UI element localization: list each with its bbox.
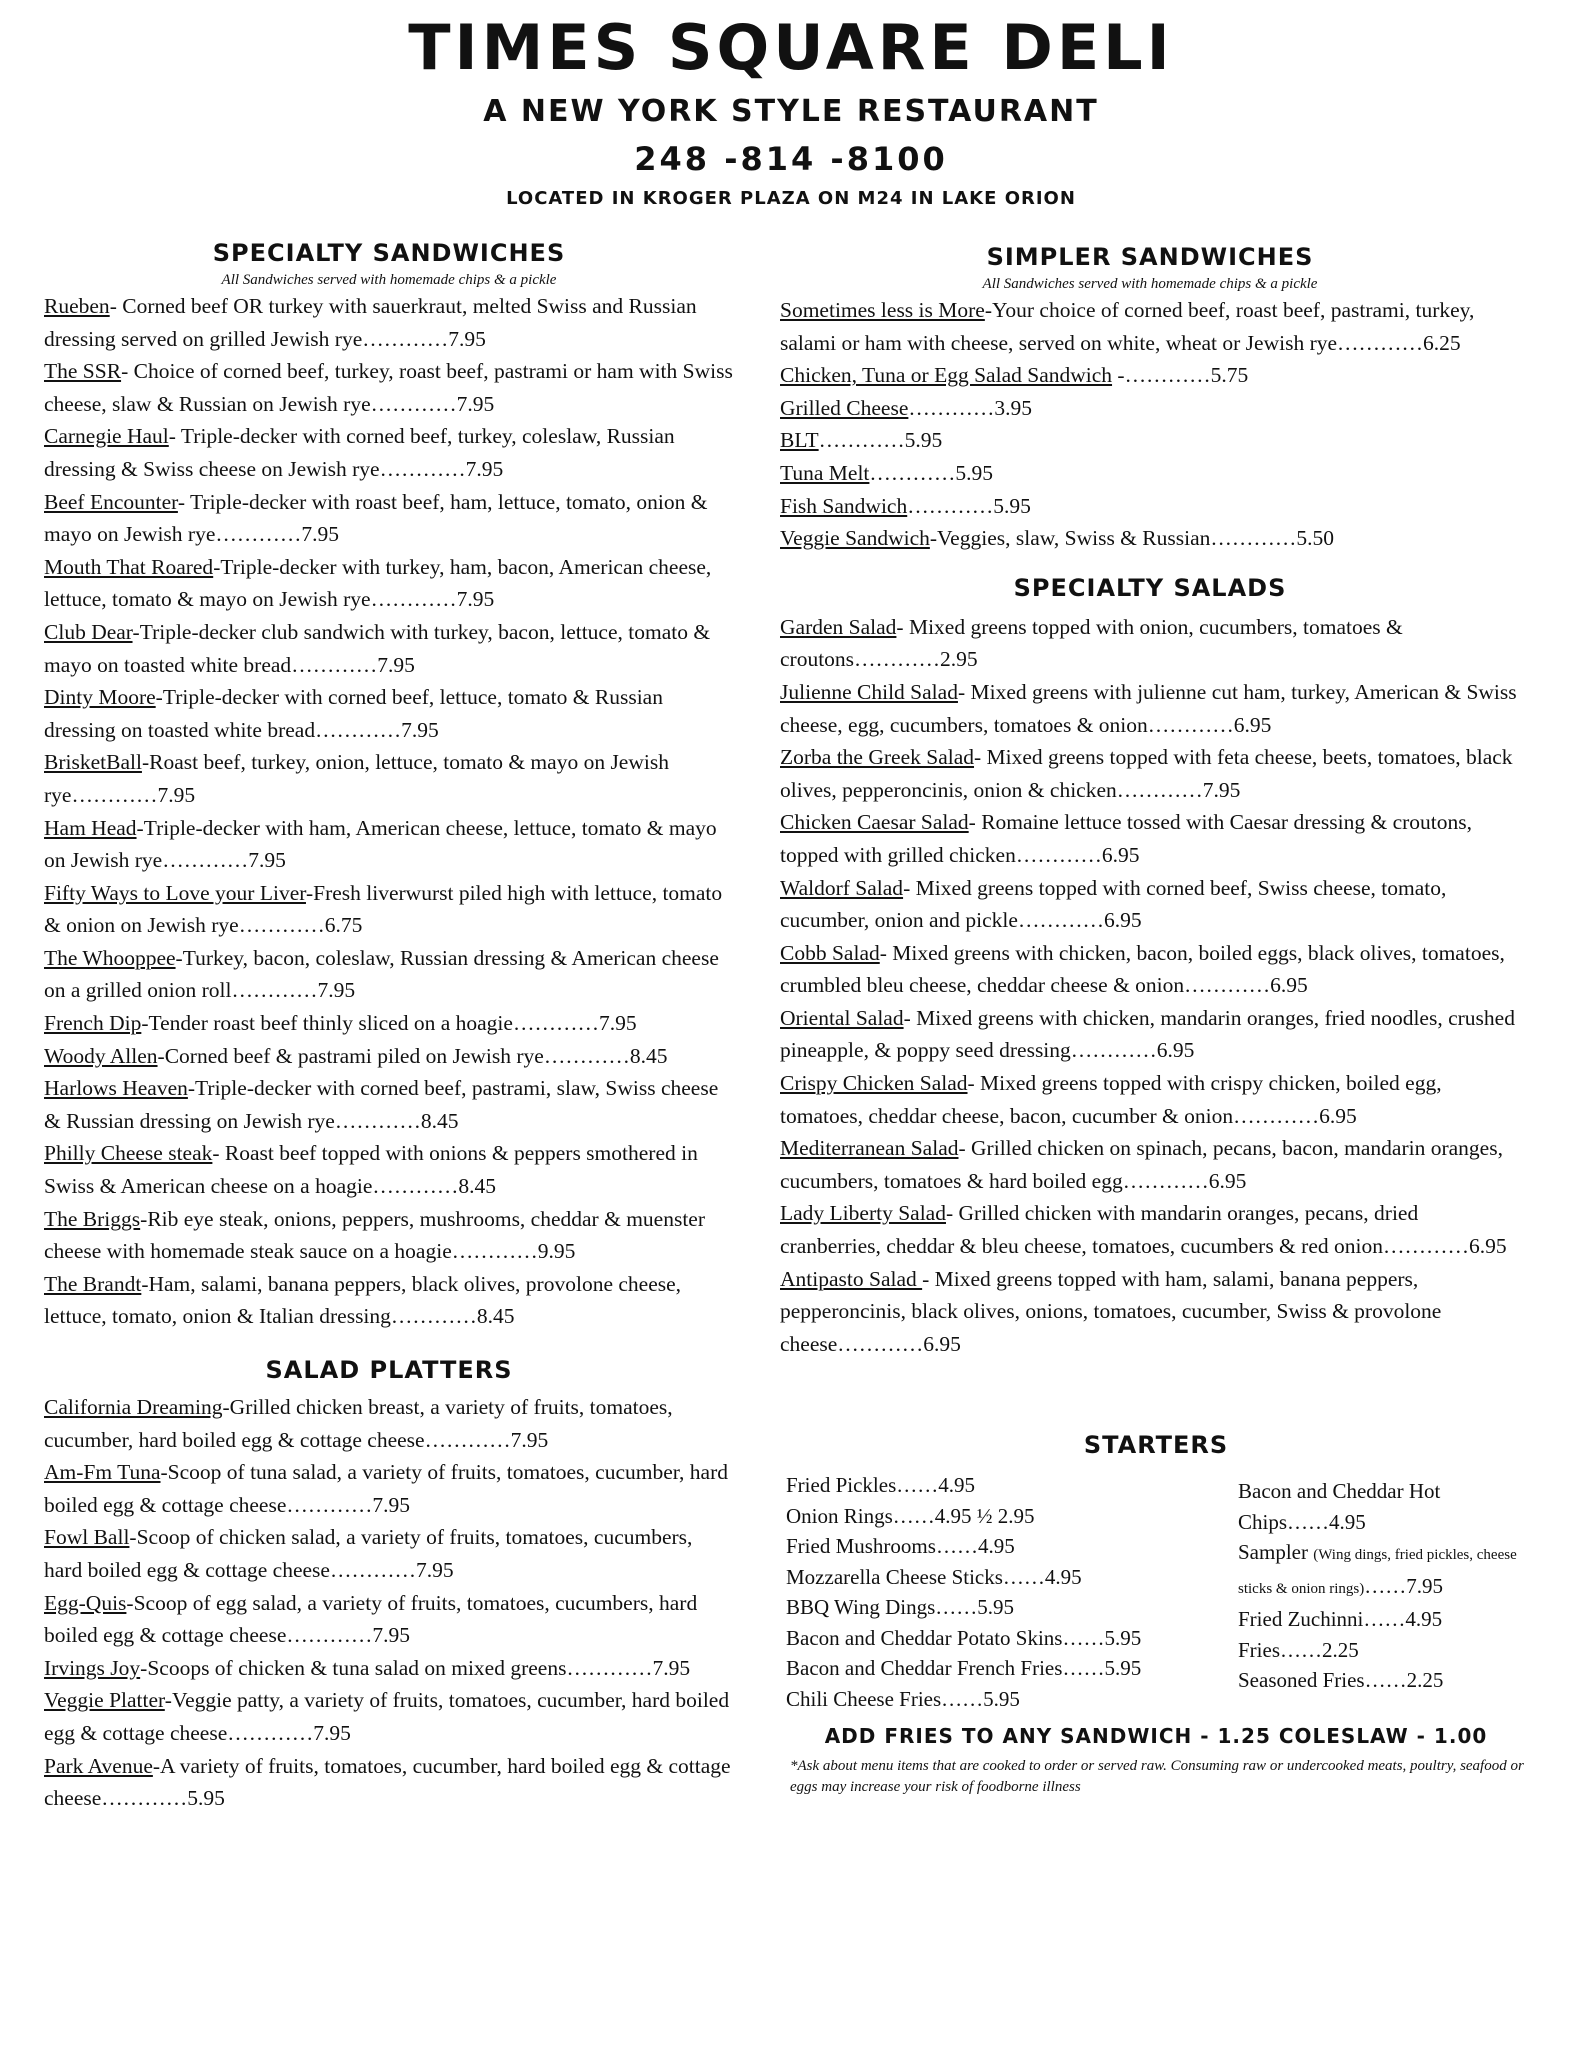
menu-item-name: Club Dear xyxy=(44,619,133,644)
menu-item-price: 6.95 xyxy=(1233,712,1272,737)
menu-item xyxy=(780,522,1520,555)
menu-item-price: 7.95 xyxy=(415,1557,454,1582)
menu-item xyxy=(780,937,1520,1002)
menu-item-name: Antipasto Salad xyxy=(780,1266,923,1291)
menu-item-name: Egg-Quis xyxy=(44,1590,127,1615)
menu-item-price: 5.95 xyxy=(187,1786,225,1811)
starter-price: 4.95 ½ 2.95 xyxy=(934,1503,1035,1528)
menu-item-name: The SSR xyxy=(44,359,122,384)
menu-item-description: -Grilled chicken breast, a variety of fruits, tomatoes, cucumber, hard boiled egg & cottage cheese xyxy=(44,1395,673,1452)
menu-item-name: Veggie Sandwich xyxy=(780,526,930,551)
starter-name: Bacon and Cheddar French Fries xyxy=(786,1656,1063,1680)
dot-leader: …… xyxy=(892,1503,935,1528)
menu-item-name: Oriental Salad xyxy=(780,1005,904,1030)
menu-item-name: Mouth That Roared xyxy=(44,554,214,579)
dot-leader: ………… xyxy=(238,913,325,938)
dot-leader: ………… xyxy=(566,1655,653,1680)
dot-leader: ………… xyxy=(227,1720,314,1745)
menu-item-description: - Mixed greens topped with corned beef, Swiss cheese, tomato, cucumber, onion and pickle xyxy=(780,875,1447,933)
menu-item-name: Woody Allen xyxy=(44,1043,158,1068)
starter-item xyxy=(1238,1635,1528,1666)
dot-leader: …… xyxy=(1062,1656,1105,1680)
dot-leader: …… xyxy=(1002,1564,1045,1589)
menu-item-price: 5.50 xyxy=(1296,526,1334,551)
menu-header xyxy=(0,0,1582,214)
menu-item-description: - Mixed greens topped with crispy chicken, boiled egg, tomatoes, cheddar cheese, bacon, cucumber & onion xyxy=(780,1071,1442,1128)
starter-item xyxy=(786,1562,1206,1593)
menu-item xyxy=(44,812,734,877)
menu-item-price: 5.75 xyxy=(1210,363,1249,388)
menu-item-name: Julienne Child Salad xyxy=(780,679,958,704)
starter-item xyxy=(786,1501,1206,1532)
menu-item-price: 7.95 xyxy=(465,456,504,481)
starter-name: Fried Zuchinni xyxy=(1238,1607,1364,1631)
menu-item-description: - Mixed greens topped with ham, salami, banana peppers, pepperoncinis, black olives, onions, tomatoes, cucumber, Swiss & provolone cheese xyxy=(780,1266,1442,1356)
menu-item xyxy=(780,1002,1520,1067)
menu-item-description: - Mixed greens topped with feta cheese, beets, tomatoes, black olives, pepperoncinis, onion & chicken xyxy=(780,745,1513,802)
dot-leader: ………… xyxy=(162,848,249,873)
menu-item-description: -Fresh liverwurst piled high with lettuce, tomato & onion on Jewish rye xyxy=(44,880,723,938)
dot-leader: …… xyxy=(1363,1607,1406,1631)
menu-item-description: -Scoops of chicken & tuna salad on mixed greens xyxy=(140,1655,567,1680)
menu-item xyxy=(44,551,734,616)
starter-price: 5.95 xyxy=(1104,1656,1142,1680)
menu-item-price: 8.45 xyxy=(629,1043,668,1068)
starter-item xyxy=(1238,1604,1528,1635)
menu-item xyxy=(44,1072,734,1137)
starter-name: BBQ Wing Dings xyxy=(786,1595,936,1619)
phone-number: 248 -814 -8100 xyxy=(634,140,948,178)
starter-name: Sampler xyxy=(1238,1540,1308,1564)
menu-item xyxy=(44,877,734,942)
dot-leader: ………… xyxy=(315,717,402,742)
menu-item-description: - Triple-decker with roast beef, ham, lettuce, tomato, onion & mayo on Jewish rye xyxy=(44,489,708,547)
menu-item xyxy=(44,681,734,746)
menu-item-description: -Scoop of egg salad, a variety of fruits, tomatoes, cucumbers, hard boiled egg & cottage cheese xyxy=(44,1590,698,1648)
starter-item xyxy=(786,1470,1206,1501)
dot-leader: ………… xyxy=(907,493,994,518)
dot-leader: ………… xyxy=(1233,1103,1320,1128)
starter-item xyxy=(1238,1665,1528,1696)
starter-item xyxy=(786,1531,1206,1562)
specialty-sandwiches-title: SPECIALTY SANDWICHES xyxy=(212,239,566,267)
dot-leader: ………… xyxy=(231,978,318,1003)
menu-item xyxy=(44,486,734,551)
menu-item xyxy=(44,1521,734,1586)
simpler-sandwiches-note: All Sandwiches served with homemade chips & a pickle xyxy=(982,276,1318,292)
dot-leader: ………… xyxy=(1337,330,1424,355)
menu-item xyxy=(780,1067,1520,1132)
menu-item-price: 7.95 xyxy=(598,1011,637,1036)
menu-item-description: -Triple-decker with ham, American cheese, lettuce, tomato & mayo on Jewish rye xyxy=(44,815,717,873)
starter-name: Seasoned Fries xyxy=(1238,1668,1365,1692)
menu-item xyxy=(44,290,734,355)
menu-item-price: 7.95 xyxy=(401,717,439,742)
starter-item xyxy=(786,1623,1206,1654)
menu-item-price: 9.95 xyxy=(537,1239,576,1264)
dot-leader: ………… xyxy=(1122,1168,1209,1193)
menu-item-name: The Brandt xyxy=(44,1271,142,1296)
menu-item-name: Fish Sandwich xyxy=(780,493,908,518)
salad-platters-list xyxy=(44,1391,734,1815)
menu-item-name: Beef Encounter xyxy=(44,489,178,514)
menu-item-name: Cobb Salad xyxy=(780,940,880,965)
menu-item-description: - Corned beef OR turkey with sauerkraut, melted Swiss and Russian dressing served on grilled Jewish rye xyxy=(44,294,697,351)
add-fries-line: ADD FRIES TO ANY SANDWICH - 1.25 COLESLAW - 1.00 xyxy=(824,1724,1488,1748)
menu-item-name: Sometimes less is More xyxy=(780,298,985,322)
menu-item-name: Ham Head xyxy=(44,815,137,840)
menu-item xyxy=(780,490,1520,523)
specialty-sandwiches-list xyxy=(44,290,734,1333)
menu-item-description: -Veggie patty, a variety of fruits, tomatoes, cucumber, hard boiled egg & cottage cheese xyxy=(44,1688,730,1745)
starter-price: 4.95 xyxy=(1405,1607,1443,1631)
simpler-sandwiches-list xyxy=(780,294,1520,555)
starter-name: Onion Rings xyxy=(786,1503,893,1528)
starter-name: Mozzarella Cheese Sticks xyxy=(786,1564,1003,1589)
menu-item xyxy=(780,1197,1520,1262)
dot-leader: ………… xyxy=(837,1331,924,1356)
menu-item xyxy=(780,392,1520,425)
starter-note: (Wing dings, fried pickles, cheese sticks & onion rings) xyxy=(1238,1547,1517,1597)
dot-leader: ………… xyxy=(1017,908,1104,933)
menu-item-description: - Triple-decker with corned beef, turkey, coleslaw, Russian dressing & Swiss cheese on Jewish rye xyxy=(44,424,675,481)
menu-item-price: 7.95 xyxy=(372,1492,410,1517)
menu-item-name: Zorba the Greek Salad xyxy=(780,745,975,770)
dot-leader: ………… xyxy=(334,1108,421,1133)
menu-item-name: BrisketBall xyxy=(44,750,142,775)
menu-item-name: French Dip xyxy=(44,1011,142,1036)
menu-item-name: Philly Cheese steak xyxy=(44,1141,213,1166)
menu-item-description: -Turkey, bacon, coleslaw, Russian dressing & American cheese on a grilled onion roll xyxy=(44,945,719,1003)
specialty-sandwiches-note: All Sandwiches served with homemade chips & a pickle xyxy=(221,272,557,288)
specialty-salads-list xyxy=(780,611,1520,1361)
menu-item xyxy=(44,355,734,420)
menu-item-price: 7.95 xyxy=(510,1427,549,1452)
menu-item-price: 5.95 xyxy=(904,428,943,453)
menu-item xyxy=(780,294,1520,359)
menu-item-description: - Mixed greens with julienne cut ham, turkey, American & Swiss cheese, egg, cucumbers, tomatoes & onion xyxy=(780,679,1517,737)
menu-item xyxy=(44,1750,734,1815)
menu-item xyxy=(780,611,1520,676)
dot-leader: …… xyxy=(1062,1625,1105,1650)
menu-item-name: Irvings Joy xyxy=(44,1655,141,1680)
menu-item-name: Crispy Chicken Salad xyxy=(780,1071,968,1096)
menu-item xyxy=(44,1007,734,1040)
menu-item-name: Waldorf Salad xyxy=(780,875,904,900)
menu-item-description: -Roast beef, turkey, onion, lettuce, tomato & mayo on Jewish rye xyxy=(44,750,669,807)
menu-item-name: The Whooppee xyxy=(44,945,176,970)
menu-item-name: California Dreaming xyxy=(44,1395,223,1419)
specialty-salads-title: SPECIALTY SALADS xyxy=(1013,573,1287,602)
dot-leader: ………… xyxy=(512,1011,599,1036)
dot-leader: ………… xyxy=(908,395,995,420)
menu-item-description: - Romaine lettuce tossed with Caesar dressing & croutons, topped with grilled chicken xyxy=(780,810,1473,867)
dot-leader: ………… xyxy=(451,1239,538,1264)
dot-leader: ………… xyxy=(286,1492,373,1517)
menu-item xyxy=(780,1263,1520,1361)
starters-right-list xyxy=(1238,1476,1528,1696)
menu-item-price: 7.95 xyxy=(301,522,339,547)
menu-item-name: Park Avenue xyxy=(44,1753,153,1778)
dot-leader: ………… xyxy=(424,1427,511,1452)
menu-item-price: 6.25 xyxy=(1423,330,1461,355)
starter-price: 2.25 xyxy=(1322,1637,1359,1662)
starter-price: 2.25 xyxy=(1406,1668,1444,1692)
dot-leader: ………… xyxy=(543,1043,630,1068)
dot-leader: …… xyxy=(1364,1573,1407,1598)
right-column xyxy=(780,240,1520,1360)
starter-item xyxy=(1238,1537,1528,1604)
dot-leader: ………… xyxy=(1382,1234,1469,1259)
menu-item-description: -Triple-decker with corned beef, pastrami, slaw, Swiss cheese & Russian dressing on Jewish rye xyxy=(44,1076,719,1133)
menu-item-price: 2.95 xyxy=(940,647,978,672)
dot-leader: ………… xyxy=(1124,363,1211,388)
menu-item-name: BLT xyxy=(780,428,819,453)
simpler-sandwiches-title: SIMPLER SANDWICHES xyxy=(986,243,1314,271)
menu-item xyxy=(780,872,1520,937)
menu-item-name: Chicken Caesar Salad xyxy=(780,810,969,835)
menu-item-description: - xyxy=(1112,363,1125,388)
menu-item-name: Grilled Cheese xyxy=(780,395,909,420)
starter-price: 5.95 xyxy=(977,1595,1015,1619)
menu-item-name: Lady Liberty Salad xyxy=(780,1201,946,1226)
menu-item-description: -Triple-decker with corned beef, lettuce, tomato & Russian dressing on toasted white bread xyxy=(44,685,663,742)
dot-leader: ………… xyxy=(215,522,302,547)
menu-item-description: - Grilled chicken with mandarin oranges, pecans, dried cranberries, cheddar & bleu cheese, tomatoes, cucumbers & red onion xyxy=(780,1201,1419,1259)
menu-item-price: 7.95 xyxy=(372,1623,410,1648)
dot-leader: ………… xyxy=(869,460,956,485)
menu-item-price: 6.95 xyxy=(1468,1234,1507,1259)
menu-item-description: - Mixed greens with chicken, mandarin oranges, fried noodles, crushed pineapple, & poppy seed dressing xyxy=(780,1005,1515,1063)
menu-item-name: Am-Fm Tuna xyxy=(44,1460,161,1485)
menu-item-description: - Roast beef topped with onions & peppers smothered in Swiss & American cheese on a hoagie xyxy=(44,1141,698,1199)
menu-item-name: Dinty Moore xyxy=(44,685,156,710)
menu-item xyxy=(780,359,1520,392)
menu-item-description: -Ham, salami, banana peppers, black olives, provolone cheese, lettuce, tomato, onion & Italian dressing xyxy=(44,1271,682,1329)
dot-leader: ………… xyxy=(329,1557,416,1582)
dot-leader: …… xyxy=(941,1686,984,1711)
menu-item-price: 5.95 xyxy=(993,493,1031,518)
menu-item-description: -Tender roast beef thinly sliced on a hoagie xyxy=(141,1011,513,1036)
menu-item-price: 6.95 xyxy=(1101,842,1140,867)
menu-item-name: Fifty Ways to Love your Liver xyxy=(44,880,306,905)
starter-name: Fried Mushrooms xyxy=(786,1534,936,1558)
starter-item xyxy=(1238,1476,1528,1537)
menu-item-name: Chicken, Tuna or Egg Salad Sandwich xyxy=(780,363,1113,388)
starter-price: 4.95 xyxy=(977,1534,1015,1558)
dot-leader: ………… xyxy=(379,456,466,481)
menu-item-price: 6.95 xyxy=(1156,1038,1195,1063)
dot-leader: ………… xyxy=(71,782,158,807)
menu-item xyxy=(44,1203,734,1268)
dot-leader: ………… xyxy=(1116,777,1203,802)
menu-item-name: Garden Salad xyxy=(780,614,897,639)
menu-item-price: 6.95 xyxy=(1270,973,1308,998)
menu-item xyxy=(780,457,1520,490)
dot-leader: …… xyxy=(1280,1637,1322,1662)
dot-leader: ………… xyxy=(372,1174,459,1199)
menu-item-name: Veggie Platter xyxy=(44,1688,165,1713)
dot-leader: ………… xyxy=(362,326,449,351)
dot-leader: …… xyxy=(896,1473,939,1497)
dot-leader: …… xyxy=(935,1534,978,1558)
dot-leader: ………… xyxy=(101,1786,188,1811)
menu-item xyxy=(44,1587,734,1652)
dot-leader: …… xyxy=(1287,1509,1330,1534)
location-line: LOCATED IN KROGER PLAZA ON M24 IN LAKE ORION xyxy=(506,188,1076,209)
menu-item-description: - Mixed greens with chicken, bacon, boiled eggs, black olives, tomatoes, crumbled bleu cheese, cheddar cheese & onion xyxy=(780,940,1505,998)
starter-price: 7.95 xyxy=(1406,1573,1443,1598)
menu-item-description: - Choice of corned beef, turkey, roast beef, pastrami or ham with Swiss cheese, slaw & Russian on Jewish rye xyxy=(44,359,733,416)
dot-leader: ………… xyxy=(286,1623,373,1648)
menu-item-description: -Your choice of corned beef, roast beef, pastrami, turkey, salami or ham with cheese, served on white, wheat or Jewish rye xyxy=(780,298,1475,355)
dot-leader: ………… xyxy=(370,587,457,612)
dot-leader: ………… xyxy=(291,652,378,677)
menu-item xyxy=(44,420,734,485)
menu-item-price: 8.45 xyxy=(458,1174,497,1199)
menu-item xyxy=(44,1137,734,1202)
starter-price: 4.95 xyxy=(938,1473,975,1497)
menu-item-name: Tuna Melt xyxy=(780,460,870,485)
dot-leader: ………… xyxy=(370,391,457,416)
starter-price: 5.95 xyxy=(983,1686,1020,1711)
starter-name: Chili Cheese Fries xyxy=(786,1686,942,1711)
left-column xyxy=(44,236,734,1815)
starter-price: 5.95 xyxy=(1104,1625,1142,1650)
starter-item xyxy=(786,1653,1206,1684)
menu-item xyxy=(44,1268,734,1333)
dot-leader: ………… xyxy=(1015,842,1102,867)
menu-item-price: 7.95 xyxy=(1202,777,1241,802)
restaurant-subtitle: A NEW YORK STYLE RESTAURANT xyxy=(483,94,1099,129)
menu-item xyxy=(780,741,1520,806)
menu-item-name: Mediterranean Salad xyxy=(780,1136,959,1161)
starter-item xyxy=(786,1592,1206,1623)
starter-price: 4.95 xyxy=(1044,1564,1082,1589)
menu-item xyxy=(44,616,734,681)
starter-name: Fried Pickles xyxy=(786,1473,897,1497)
menu-item-description: -Triple-decker club sandwich with turkey, bacon, lettuce, tomato & mayo on toasted white bread xyxy=(44,619,711,677)
menu-item-name: Rueben xyxy=(44,294,110,318)
raw-food-disclaimer: *Ask about menu items that are cooked to order or served raw. Consuming raw or undercooked meats, poultry, seafood or eggs may increase your risk of foodborne illness xyxy=(790,1758,1524,1795)
menu-item-price: 7.95 xyxy=(248,848,286,873)
starter-name: Bacon and Cheddar Potato Skins xyxy=(786,1625,1063,1650)
menu-item-description: -Corned beef & pastrami piled on Jewish rye xyxy=(157,1043,544,1068)
salad-platters-title: SALAD PLATTERS xyxy=(265,1356,513,1384)
menu-item-name: The Briggs xyxy=(44,1206,141,1231)
menu-item-name: Fowl Ball xyxy=(44,1525,130,1550)
menu-item xyxy=(44,942,734,1007)
menu-item xyxy=(44,746,734,811)
starter-name: Bacon and Cheddar Hot Chips xyxy=(1238,1479,1441,1534)
dot-leader: …… xyxy=(935,1595,978,1619)
menu-item-price: 3.95 xyxy=(994,395,1032,420)
menu-item-price: 6.75 xyxy=(324,913,363,938)
menu-item-price: 6.95 xyxy=(1103,908,1142,933)
menu-item-name: Carnegie Haul xyxy=(44,424,169,449)
menu-item-price: 6.95 xyxy=(1208,1168,1247,1193)
restaurant-title: TIMES SQUARE DELI xyxy=(408,11,1174,84)
menu-item-price: 8.45 xyxy=(476,1304,515,1329)
menu-item-price: 7.95 xyxy=(652,1655,691,1680)
menu-item-price: 6.95 xyxy=(923,1331,961,1356)
dot-leader: ………… xyxy=(1147,712,1234,737)
menu-item-description: -Scoop of chicken salad, a variety of fruits, tomatoes, cucumbers, hard boiled egg & cottage cheese xyxy=(44,1525,693,1582)
menu-item-price: 7.95 xyxy=(456,587,495,612)
starters-left-list xyxy=(786,1470,1206,1714)
menu-item-description: -Veggies, slaw, Swiss & Russian xyxy=(929,526,1211,551)
menu-item-price: 7.95 xyxy=(317,978,356,1003)
menu-item-price: 7.95 xyxy=(448,326,486,351)
menu-item-price: 6.95 xyxy=(1319,1103,1357,1128)
starter-name: Fries xyxy=(1238,1637,1280,1662)
menu-item-price: 7.95 xyxy=(313,1720,351,1745)
starters-title: STARTERS xyxy=(1083,1431,1229,1459)
menu-item xyxy=(780,424,1520,457)
menu-item xyxy=(44,1684,734,1749)
dot-leader: ………… xyxy=(818,428,905,453)
menu-item xyxy=(44,1456,734,1521)
starter-price: 4.95 xyxy=(1329,1509,1366,1534)
dot-leader: ………… xyxy=(390,1304,477,1329)
dot-leader: ………… xyxy=(1210,526,1297,551)
dot-leader: ………… xyxy=(854,647,941,672)
menu-item-description: - Mixed greens topped with onion, cucumbers, tomatoes & croutons xyxy=(780,614,1403,672)
menu-item-description: -Triple-decker with turkey, ham, bacon, American cheese, lettuce, tomato & mayo on Jewish rye xyxy=(44,554,712,612)
menu-item-description: -A variety of fruits, tomatoes, cucumber, hard boiled egg & cottage cheese xyxy=(44,1753,731,1811)
menu-item-price: 8.45 xyxy=(420,1108,459,1133)
menu-item xyxy=(780,1132,1520,1197)
menu-item-price: 7.95 xyxy=(456,391,495,416)
menu-item xyxy=(780,806,1520,871)
menu-item-description: - Grilled chicken on spinach, pecans, bacon, mandarin oranges, cucumbers, tomatoes & hard boiled egg xyxy=(780,1136,1503,1193)
menu-item-price: 7.95 xyxy=(377,652,415,677)
menu-item-price: 7.95 xyxy=(157,782,196,807)
starter-item xyxy=(786,1684,1206,1715)
menu-item-description: -Rib eye steak, onions, peppers, mushrooms, cheddar & muenster cheese with homemade steak sauce on a hoagie xyxy=(44,1206,706,1264)
dot-leader: …… xyxy=(1364,1668,1407,1692)
dot-leader: ………… xyxy=(1184,973,1271,998)
menu-item-price: 5.95 xyxy=(955,460,994,485)
menu-item-name: Harlows Heaven xyxy=(44,1076,188,1101)
menu-item xyxy=(44,1040,734,1073)
menu-item xyxy=(44,1652,734,1685)
menu-item xyxy=(780,676,1520,741)
dot-leader: ………… xyxy=(1070,1038,1157,1063)
menu-item-description: -Scoop of tuna salad, a variety of fruits, tomatoes, cucumber, hard boiled egg & cottage cheese xyxy=(44,1460,729,1517)
menu-item xyxy=(44,1391,734,1456)
